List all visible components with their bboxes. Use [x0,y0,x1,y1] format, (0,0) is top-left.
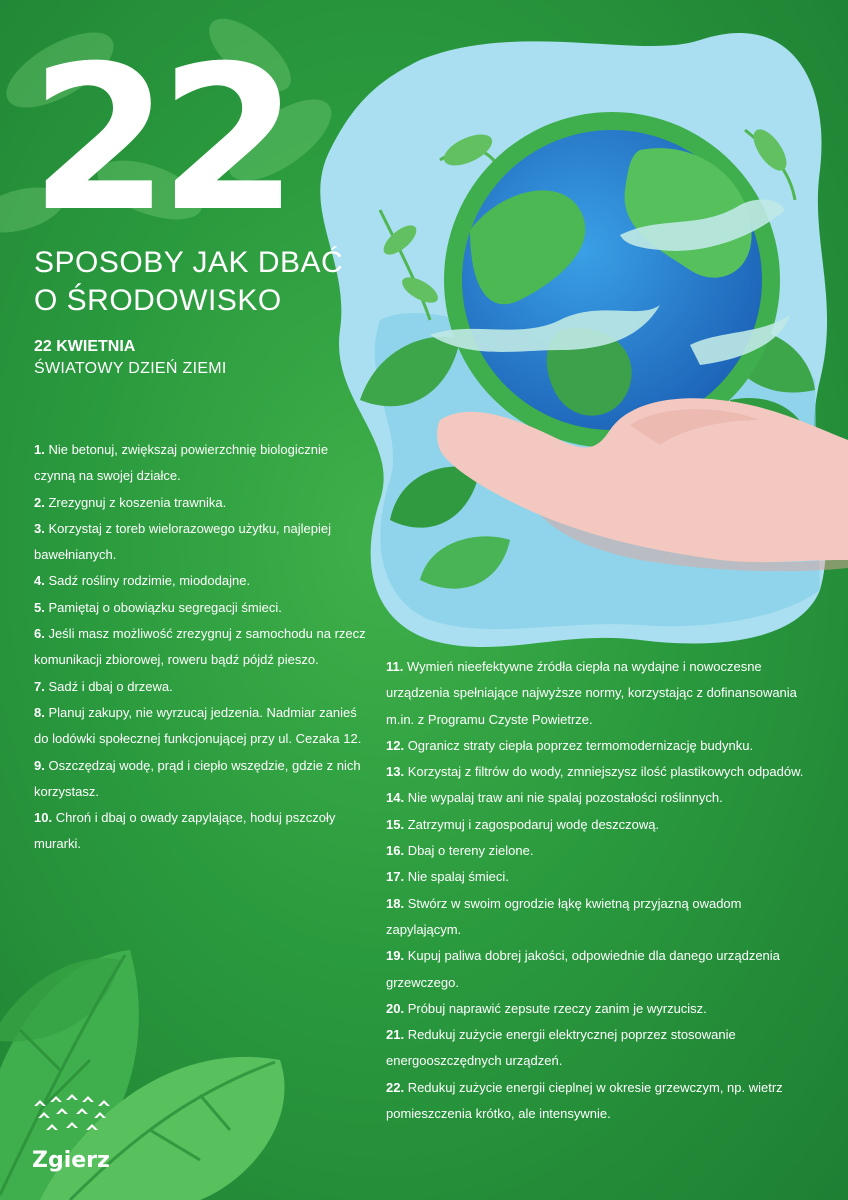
tip-text: Jeśli masz możliwość zrezygnuj z samochodu na rzecz komunikacji zbiorowej, roweru bądź pójdź pieszo. [34,626,366,668]
tip-number: 13. [386,764,405,780]
tip-text: Próbuj naprawić zepsute rzeczy zanim je wyrzucisz. [404,1000,707,1016]
tip-item [34,621,370,674]
tip-number: 15. [386,816,405,832]
tip-number: 10. [34,810,53,826]
headline-line-1: SPOSOBY JAK DBAĆ [34,246,344,279]
tip-item [386,733,806,759]
event-date: 22 KWIETNIA [34,338,136,355]
tip-item [386,996,806,1022]
tip-text: Planuj zakupy, nie wyrzucaj jedzenia. Nadmiar zanieś do lodówki społecznej funkcjonującej przy ul. Cezaka 12. [34,704,362,747]
tip-text: Nie betonuj, zwiększaj powierzchnię biologicznie czynną na swojej działce. [34,442,329,484]
tip-number: 5. [34,599,45,615]
tip-text: Ogranicz straty ciepła poprzez termomodernizację budynku. [404,737,754,753]
tip-item [34,753,370,806]
tip-number: 14. [386,790,405,806]
tip-number: 16. [386,843,405,859]
tip-number: 2. [34,494,45,510]
tip-item [386,943,806,996]
tip-item [386,654,806,733]
tip-number: 8. [34,704,45,720]
tip-item [386,864,806,890]
tip-text: Wymień nieefektywne źródła ciepła na wydajne i nowoczesne urządzenia spełniające najwyższe normy, korzystając z dofinansowania m.in. z Programu Czyste Powietrze. [386,659,797,727]
tip-number: 1. [34,442,45,457]
tip-text: Kupuj paliwa dobrej jakości, odpowiednie dla danego urządzenia grzewczego. [386,948,780,990]
tip-text: Chroń i dbaj o owady zapylające, hoduj pszczoły murarki. [34,810,336,852]
tip-text: Korzystaj z toreb wielorazowego użytku, najlepiej bawełnianych. [34,520,331,563]
tip-item [34,700,370,753]
tip-number: 12. [386,737,405,753]
tip-number: 3. [34,520,45,536]
headline-line-2: O ŚRODOWISKO [34,284,282,317]
tip-text: Redukuj zużycie energii elektrycznej poprzez stosowanie energooszczędnych urządzeń. [386,1027,736,1069]
tip-item [34,805,370,858]
tip-item [386,1075,806,1128]
tips-list-left [34,437,370,858]
tip-item [386,759,806,785]
tip-item [34,674,370,700]
tip-text: Zatrzymuj i zagospodaruj wodę deszczową. [404,816,660,832]
tip-text: Korzystaj z filtrów do wody, zmniejszysz ilość plastikowych odpadów. [404,764,804,780]
tip-text: Dbaj o tereny zielone. [404,843,534,859]
tip-number: 17. [386,869,405,885]
event-name: ŚWIATOWY DZIEŃ ZIEMI [34,360,227,377]
tip-number: 19. [386,948,405,964]
tip-text: Redukuj zużycie energii cieplnej w okresie grzewczym, np. wietrz pomieszczenia krótko, ale intensywnie. [386,1079,783,1122]
tip-item [386,812,806,838]
tip-item [386,891,806,944]
big-number-22: 22 [30,23,289,256]
tip-text: Stwórz w swoim ogrodzie łąkę kwietną przyjazną owadom zapylającym. [386,895,742,937]
tip-number: 21. [386,1027,405,1043]
tip-text: Oszczędzaj wodę, prąd i ciepło wszędzie, gdzie z nich korzystasz. [34,757,361,799]
tip-text: Sadź i dbaj o drzewa. [44,678,173,694]
headline [34,244,343,320]
tip-number: 20. [386,1000,405,1016]
tip-text: Nie wypalaj traw ani nie spalaj pozostałości roślinnych. [404,790,723,806]
tip-text: Zrezygnuj z koszenia trawnika. [44,494,227,510]
tip-text: Nie spalaj śmieci. [404,869,509,885]
tip-number: 18. [386,895,405,911]
tip-item [386,785,806,811]
tip-item [34,516,370,569]
tip-number: 9. [34,757,45,773]
tip-text: Pamiętaj o obowiązku segregacji śmieci. [44,599,282,615]
tip-item [34,595,370,621]
tip-item [386,1022,806,1075]
brand-name: Zgierz [32,1148,110,1173]
tip-number: 6. [34,626,45,642]
tip-item [34,437,370,490]
tip-number: 22. [386,1079,405,1095]
tip-item [386,838,806,864]
tips-list-right [386,654,806,1127]
tip-text: Sadź rośliny rodzimie, miododajne. [44,573,251,589]
tip-number: 4. [34,573,45,589]
tip-number: 11. [386,659,404,674]
tip-item [34,568,370,594]
tip-number: 7. [34,678,45,694]
tip-item [34,490,370,516]
